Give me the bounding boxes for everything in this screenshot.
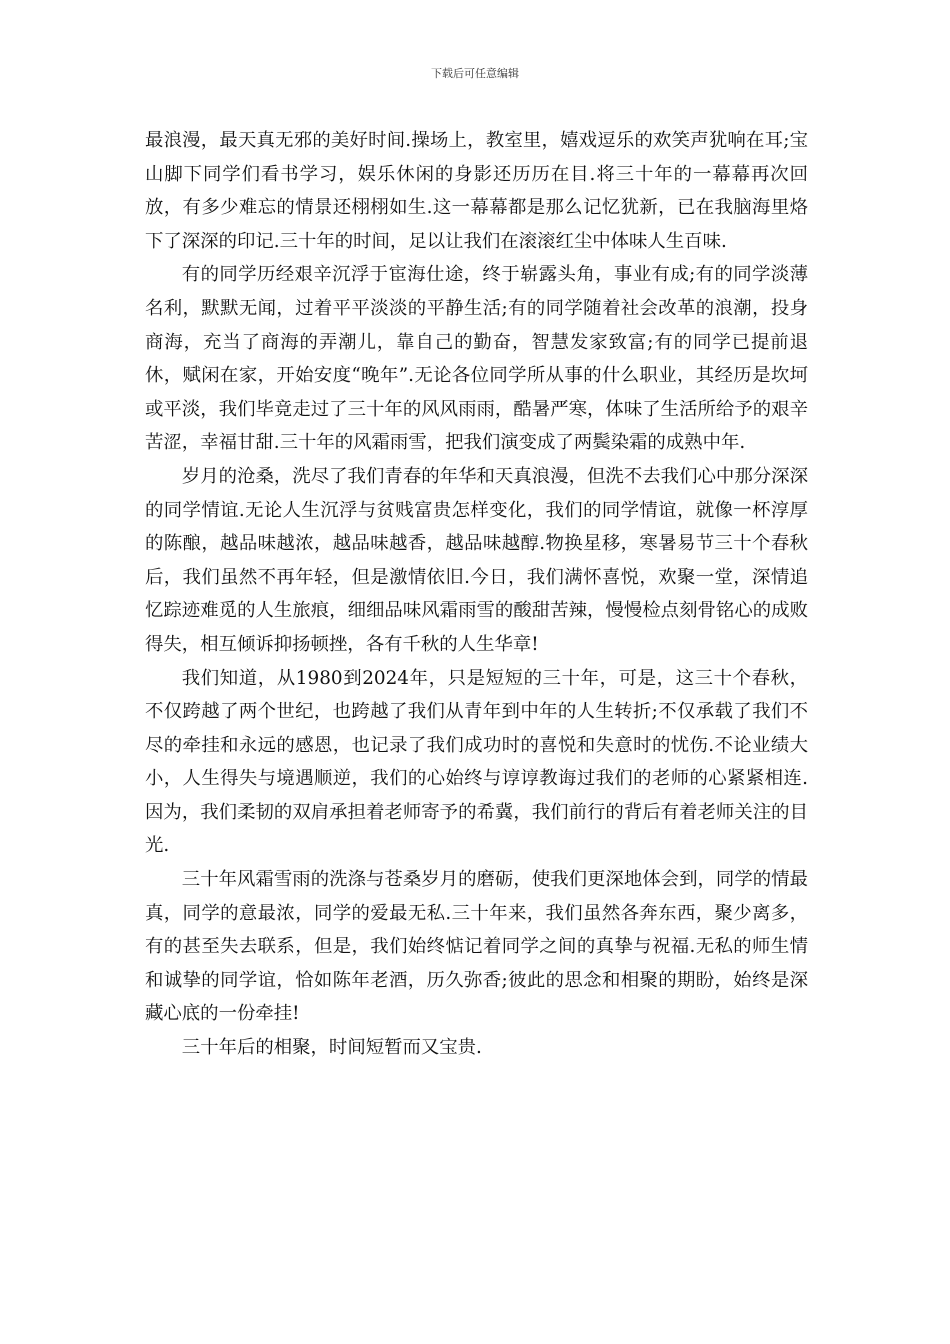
paragraph-2: 有的同学历经艰辛沉浮于宦海仕途，终于崭露头角，事业有成;有的同学淡薄名利，默默无闻，过着平平淡淡的平静生活;有的同学随着社会改革的浪潮，投身商海，充当了商海的弄潮儿，靠自己的勤奋，智慧发家致富;有的同学已提前退休，赋闲在家，开始安度“晚年”.无论各位同学所从事的什么职业，其经历是坎坷或平淡，我们毕竟走过了三十年的风风雨雨，酷暑严寒，体味了生活所给予的艰辛苦涩，幸福甘甜.三十年的风霜雨雪，把我们演变成了两鬓染霜的成熟中年. xyxy=(145,264,808,454)
paragraph-4: 我们知道，从1980到2024年，只是短短的三十年，可是，这三十个春秋，不仅跨越了两个世纪，也跨越了我们从青年到中年的人生转折;不仅承载了我们不尽的牵挂和永远的感恩，也记录了我们成功时的喜悦和失意时的忧伤.不论业绩大小，人生得失与境遇顺逆，我们的心始终与谆谆教诲过我们的老师的心紧紧相连.因为，我们柔韧的双肩承担着老师寄予的希冀，我们前行的背后有着老师关注的目光. xyxy=(145,667,808,857)
paragraph-6: 三十年后的相聚，时间短暂而又宝贵. xyxy=(181,1037,482,1059)
paragraph-3: 岁月的沧桑，洗尽了我们青春的年华和天真浪漫，但洗不去我们心中那分深深的同学情谊.无论人生沉浮与贫贱富贵怎样变化，我们的同学情谊，就像一杯淳厚的陈酿，越品味越浓，越品味越香，越品味越醇.物换星移，寒暑易节三十个春秋后，我们虽然不再年轻，但是激情依旧.今日，我们满怀喜悦，欢聚一堂，深情追忆踪迹难觅的人生旅痕，细细品味风霜雨雪的酸甜苦辣，慢慢检点刻骨铭心的成败得失，相互倾诉抑扬顿挫，各有千秋的人生华章! xyxy=(145,465,808,655)
paragraph-5: 三十年风霜雪雨的洗涤与苍桑岁月的磨砺，使我们更深地体会到，同学的情最真，同学的意最浓，同学的爱最无私.三十年来，我们虽然各奔东西，聚少离多，有的甚至失去联系，但是，我们始终惦记着同学之间的真挚与祝福.无私的师生情和诚挚的同学谊，恰如陈年老酒，历久弥香;彼此的思念和相聚的期盼，始终是深藏心底的一份牵挂! xyxy=(145,869,808,1025)
paragraph-1: 最浪漫，最天真无邪的美好时间.操场上，教室里，嬉戏逗乐的欢笑声犹响在耳;宝山脚下同学们看书学习，娱乐休闲的身影还历历在目.将三十年的一幕幕再次回放，有多少难忘的情景还栩栩如生.这一幕幕都是那么记忆犹新，已在我脑海里烙下了深深的印记.三十年的时间，足以让我们在滚滚红尘中体味人生百味. xyxy=(145,130,808,252)
page-header: 下载后可任意编辑 xyxy=(431,67,519,80)
document-body xyxy=(145,124,808,1065)
